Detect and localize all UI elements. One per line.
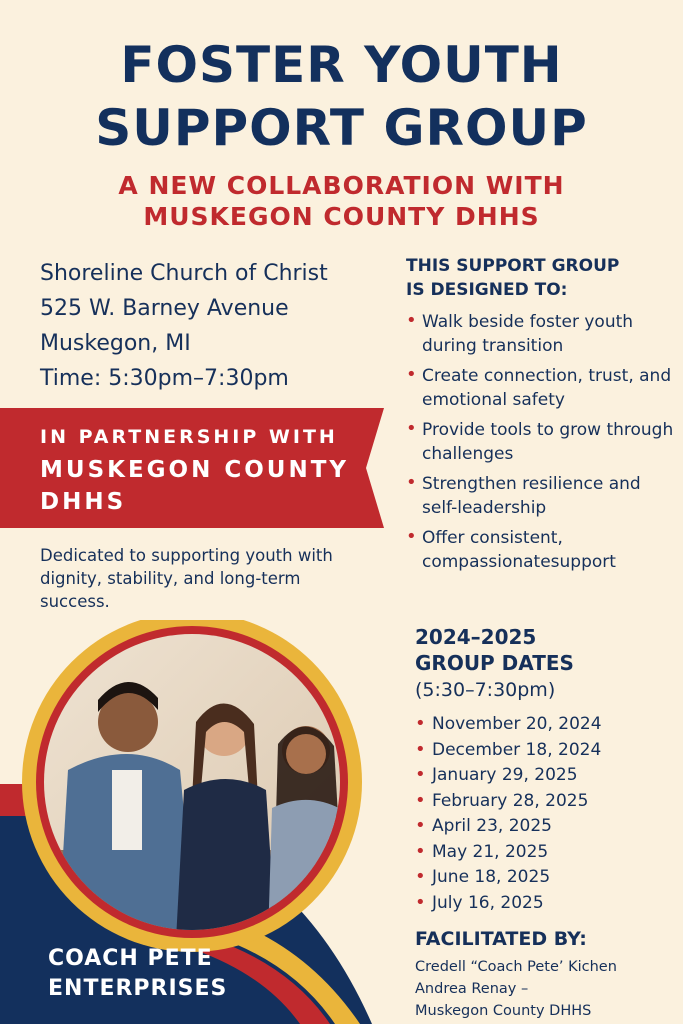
date-item [415,738,602,764]
brand-line-1: COACH PETE [48,946,213,971]
subtitle-line-1: A NEW COLLABORATION WITH [118,171,565,200]
date-text: December 18, 2024 [432,739,602,760]
list-item [406,472,676,520]
bullet-icon: • [415,789,426,811]
bullet-icon: • [415,738,426,760]
list-item-text: Strengthen resilience and self-leadership [422,474,641,518]
meeting-time: Time: 5:30pm–7:30pm [40,366,289,391]
title-line-1: FOSTER YOUTH [120,36,563,94]
date-item [415,763,602,789]
designed-list [406,310,676,580]
partnership-banner [0,408,384,528]
dates-heading [415,624,574,676]
dates-time-note: (5:30–7:30pm) [415,679,556,701]
bullet-icon: • [415,764,426,785]
date-text: January 29, 2025 [432,765,578,785]
coach-pete-logo-text [48,944,227,1004]
date-item [415,789,602,815]
facilitator-2-org: Muskegon County DHHS [415,1003,592,1019]
date-item [415,840,602,866]
facilitated-heading: FACILITATED BY: [415,928,587,950]
brand-line-2: ENTERPRISES [48,976,228,1001]
title-line-2: SUPPORT GROUP [95,99,588,157]
venue-name: Shoreline Church of Christ [40,261,328,286]
bullet-icon: • [406,472,417,493]
date-text: November 20, 2024 [432,714,602,734]
date-text: February 28, 2025 [432,790,589,811]
facilitators-block [415,956,617,1022]
bullet-icon: • [406,310,417,331]
list-item-text: Walk beside foster youth during transition [422,312,634,356]
bullet-icon: • [406,526,417,547]
designed-heading [406,254,619,302]
list-item-text: Provide tools to grow through challenges [422,420,674,464]
date-text: April 23, 2025 [432,816,552,836]
location-block [40,256,328,396]
list-item-text: Create connection, trust, and emotional safety [422,366,672,410]
date-item [415,891,602,917]
dates-heading-line-1: 2024–2025 [415,625,537,649]
designed-heading-line-1: THIS SUPPORT GROUP [406,256,620,276]
date-text: May 21, 2025 [432,841,549,862]
bullet-icon: • [415,815,426,836]
date-text: July 16, 2025 [432,892,544,913]
bullet-icon: • [406,418,417,439]
list-item [406,310,676,358]
date-item [415,814,602,840]
bullet-icon: • [415,866,426,887]
designed-heading-line-2: IS DESIGNED TO: [406,280,568,300]
bullet-icon: • [406,364,417,385]
subtitle-line-2: MUSKEGON COUNTY DHHS [143,202,540,231]
dates-list [415,712,602,916]
street-address: 525 W. Barney Avenue [40,296,289,321]
list-item [406,526,676,574]
list-item [406,364,676,412]
bullet-icon: • [415,891,426,913]
mission-statement: Dedicated to supporting youth with dignity, stability, and long-term success. [40,546,333,611]
bullet-icon: • [415,840,426,862]
partnership-line-1: IN PARTNERSHIP WITH [40,426,338,448]
list-item [406,418,676,466]
bullet-icon: • [415,713,426,734]
facilitator-1: Credell “Coach Pete’ Kichen [415,959,617,975]
list-item-text: Offer consistent, compassionatesupport [422,528,616,572]
city: Muskegon, MI [40,331,191,356]
date-item [415,712,602,738]
date-text: June 18, 2025 [432,867,551,887]
facilitator-2: Andrea Renay – [415,981,529,997]
date-item [415,865,602,891]
dates-heading-line-2: GROUP DATES [415,651,574,675]
partnership-line-2: MUSKEGON COUNTY DHHS [40,457,350,515]
